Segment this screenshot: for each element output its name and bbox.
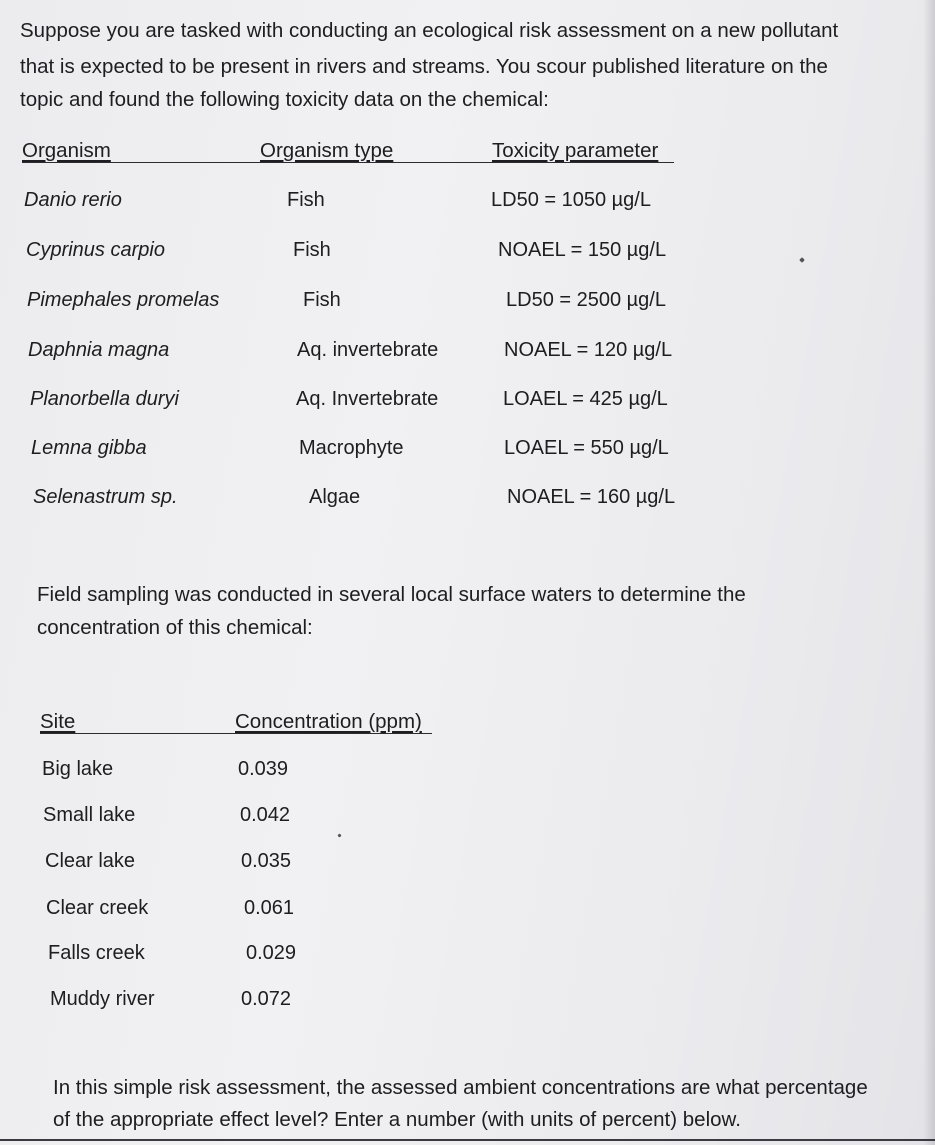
organism-type-cell: Fish bbox=[287, 189, 325, 211]
organism-type-cell: Fish bbox=[293, 239, 331, 261]
concentration-cell: 0.061 bbox=[244, 897, 295, 919]
toxicity-parameter-header: Toxicity parameter bbox=[492, 139, 659, 162]
site-cell: Small lake bbox=[43, 804, 136, 826]
toxicity-parameter-cell: NOAEL = 160 µg/L bbox=[507, 486, 676, 508]
field-line-1: Field sampling was conducted in several local surface waters to determine the bbox=[37, 583, 746, 606]
organism-type-cell: Aq. Invertebrate bbox=[296, 388, 439, 410]
concentration-cell: 0.035 bbox=[241, 850, 292, 872]
intro-line-2: that is expected to be present in rivers and streams. You scour published literature on the bbox=[20, 55, 828, 78]
toxicity-parameter-cell: NOAEL = 120 µg/L bbox=[504, 339, 673, 361]
intro-line-3: topic and found the following toxicity data on the chemical: bbox=[20, 88, 549, 111]
concentration-cell: 0.072 bbox=[241, 988, 292, 1010]
question-line-1: In this simple risk assessment, the assessed ambient concentrations are what percentage bbox=[53, 1076, 868, 1099]
question-line-2: of the appropriate effect level? Enter a number (with units of percent) below. bbox=[53, 1108, 741, 1131]
concentration-header: Concentration (ppm) bbox=[235, 710, 422, 733]
organism-type-header: Organism type bbox=[260, 139, 394, 162]
field-line-2: concentration of this chemical: bbox=[37, 616, 313, 639]
organism-cell: Daphnia magna bbox=[28, 339, 170, 361]
organism-cell: Selenastrum sp. bbox=[33, 486, 178, 508]
organism-cell: Pimephales promelas bbox=[27, 289, 220, 311]
organism-type-cell: Aq. invertebrate bbox=[297, 339, 439, 361]
site-cell: Clear creek bbox=[46, 897, 149, 919]
organism-cell: Lemna gibba bbox=[31, 437, 147, 459]
stray-mark bbox=[799, 257, 805, 263]
site-header: Site bbox=[40, 710, 76, 733]
toxicity-parameter-cell: LD50 = 2500 µg/L bbox=[506, 289, 666, 311]
screen-edge-shadow bbox=[923, 0, 935, 1145]
site-cell: Clear lake bbox=[45, 850, 136, 872]
concentration-cell: 0.029 bbox=[246, 942, 297, 964]
site-cell: Muddy river bbox=[50, 988, 155, 1010]
organism-type-cell: Fish bbox=[303, 289, 341, 311]
bottom-border bbox=[0, 1139, 935, 1141]
site-cell: Big lake bbox=[42, 758, 114, 780]
toxicity-parameter-cell: NOAEL = 150 µg/L bbox=[498, 239, 667, 261]
toxicity-parameter-cell: LOAEL = 550 µg/L bbox=[504, 437, 669, 459]
organism-cell: Planorbella duryi bbox=[30, 388, 179, 410]
toxicity-parameter-cell: LD50 = 1050 µg/L bbox=[491, 189, 651, 211]
organism-header: Organism bbox=[22, 139, 111, 162]
concentration-cell: 0.042 bbox=[240, 804, 291, 826]
stray-mark bbox=[337, 833, 341, 837]
concentration-cell: 0.039 bbox=[238, 758, 289, 780]
site-cell: Falls creek bbox=[48, 942, 145, 964]
organism-type-cell: Macrophyte bbox=[299, 437, 404, 459]
organism-cell: Danio rerio bbox=[24, 189, 122, 211]
organism-type-cell: Algae bbox=[309, 486, 361, 508]
intro-line-1: Suppose you are tasked with conducting an ecological risk assessment on a new pollutant bbox=[20, 19, 839, 42]
organism-cell: Cyprinus carpio bbox=[26, 239, 165, 261]
toxicity-parameter-cell: LOAEL = 425 µg/L bbox=[503, 388, 668, 410]
